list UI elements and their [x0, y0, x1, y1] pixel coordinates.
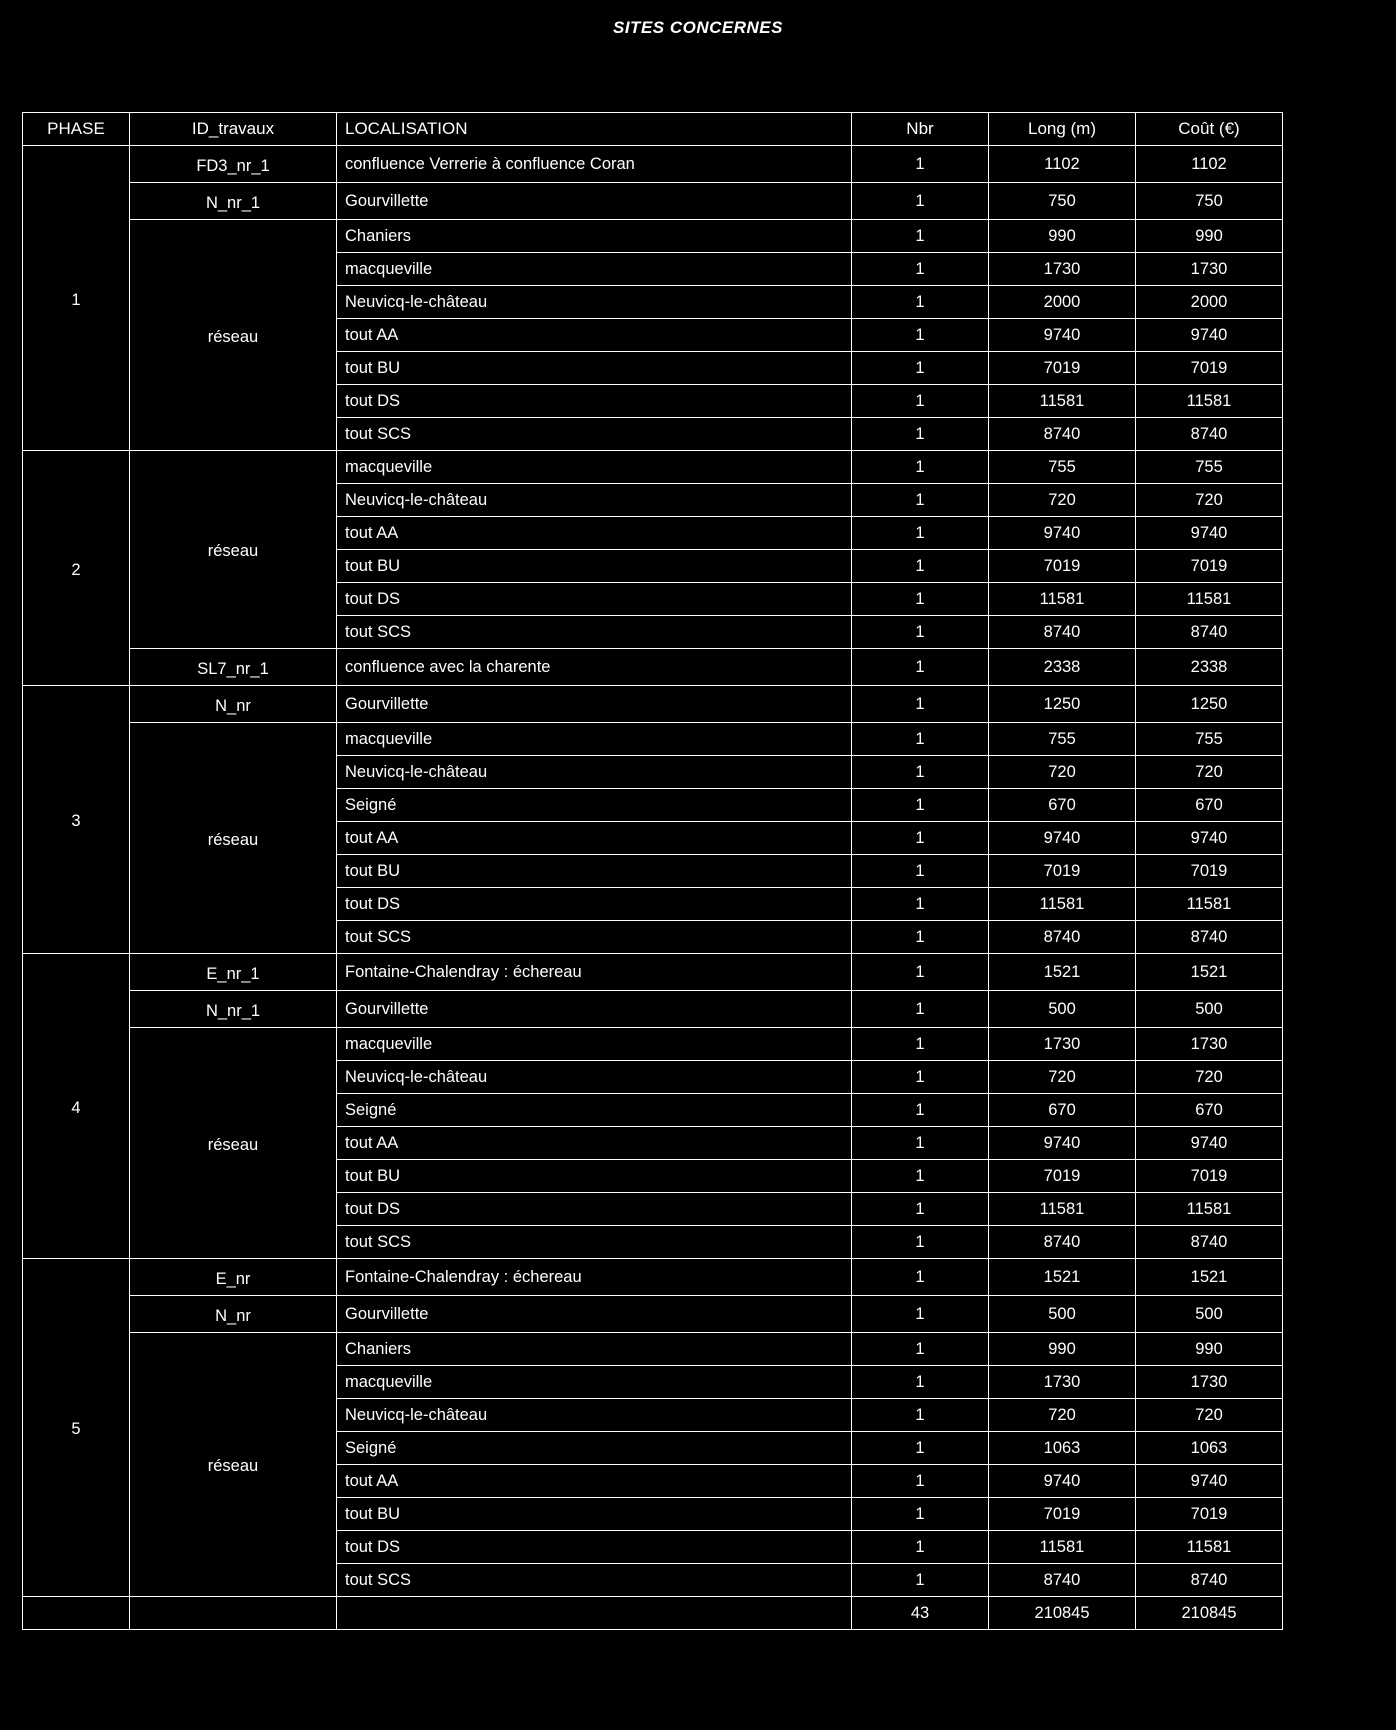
cell-localisation: Neuvicq-le-château: [337, 484, 852, 517]
cell-cout: 7019: [1136, 1160, 1283, 1193]
page-title: SITES CONCERNES: [613, 18, 783, 37]
cell-long: 9740: [989, 319, 1136, 352]
cell-localisation: Fontaine-Chalendray : échereau: [337, 954, 852, 991]
cell-nbr: 1: [852, 146, 989, 183]
cell-id-travaux: réseau: [130, 451, 337, 649]
cell-cout: 1521: [1136, 954, 1283, 991]
cell-nbr: 1: [852, 686, 989, 723]
sites-table: [22, 112, 1283, 1630]
table-row: [23, 1333, 1283, 1366]
cell-cout: 2000: [1136, 286, 1283, 319]
table-row: [23, 991, 1283, 1028]
cell-cout: 755: [1136, 451, 1283, 484]
cell-localisation: tout SCS: [337, 418, 852, 451]
cell-cout: 1102: [1136, 146, 1283, 183]
cell-long: 7019: [989, 1160, 1136, 1193]
cell-localisation: confluence avec la charente: [337, 649, 852, 686]
cell-nbr: 1: [852, 616, 989, 649]
cell-id-travaux: réseau: [130, 220, 337, 451]
cell-nbr: 1: [852, 319, 989, 352]
cell-long: 720: [989, 1061, 1136, 1094]
cell-phase: 3: [23, 686, 130, 954]
cell-localisation: Chaniers: [337, 220, 852, 253]
cell-nbr: 1: [852, 253, 989, 286]
table-header-row: [23, 113, 1283, 146]
cell-nbr: 1: [852, 1259, 989, 1296]
cell-nbr: 1: [852, 1193, 989, 1226]
cell-localisation: tout BU: [337, 1160, 852, 1193]
cell-long: 11581: [989, 1531, 1136, 1564]
cell-nbr: 1: [852, 1127, 989, 1160]
cell-long: 1730: [989, 1366, 1136, 1399]
cell-id-travaux: N_nr: [130, 686, 337, 723]
cell-localisation: Gourvillette: [337, 991, 852, 1028]
cell-long: 500: [989, 991, 1136, 1028]
cell-localisation: Neuvicq-le-château: [337, 1061, 852, 1094]
cell-nbr: 1: [852, 991, 989, 1028]
cell-id-travaux: réseau: [130, 723, 337, 954]
cell-id-travaux: réseau: [130, 1333, 337, 1597]
cell-localisation: tout SCS: [337, 1564, 852, 1597]
cell-id-travaux: E_nr: [130, 1259, 337, 1296]
cell-long: 9740: [989, 1465, 1136, 1498]
cell-nbr: 1: [852, 583, 989, 616]
cell-cout: 1521: [1136, 1259, 1283, 1296]
cell-nbr: 1: [852, 183, 989, 220]
cell-long: 9740: [989, 517, 1136, 550]
column-header-long: Long (m): [989, 113, 1136, 146]
cell-nbr: 1: [852, 1028, 989, 1061]
cell-long: 720: [989, 756, 1136, 789]
cell-cout: 8740: [1136, 1564, 1283, 1597]
cell-nbr: 1: [852, 1061, 989, 1094]
cell-nbr: 1: [852, 1498, 989, 1531]
cell-cout: 720: [1136, 756, 1283, 789]
cell-localisation: macqueville: [337, 723, 852, 756]
cell-nbr: 1: [852, 789, 989, 822]
cell-cout: 670: [1136, 1094, 1283, 1127]
cell-long: 2338: [989, 649, 1136, 686]
cell-localisation: Neuvicq-le-château: [337, 286, 852, 319]
column-header-nbr: Nbr: [852, 113, 989, 146]
cell-cout: 9740: [1136, 822, 1283, 855]
cell-localisation: Neuvicq-le-château: [337, 1399, 852, 1432]
cell-localisation: macqueville: [337, 1028, 852, 1061]
cell-long: 2000: [989, 286, 1136, 319]
cell-nbr: 1: [852, 484, 989, 517]
cell-long: 720: [989, 484, 1136, 517]
cell-localisation: tout AA: [337, 1465, 852, 1498]
cell-cout: 11581: [1136, 583, 1283, 616]
cell-cout: 720: [1136, 1061, 1283, 1094]
cell-id-travaux: SL7_nr_1: [130, 649, 337, 686]
cell-cout: 720: [1136, 484, 1283, 517]
cell-nbr: 1: [852, 649, 989, 686]
cell-nbr: 1: [852, 517, 989, 550]
cell-cout: 755: [1136, 723, 1283, 756]
cell-id-travaux: E_nr_1: [130, 954, 337, 991]
cell-nbr: 1: [852, 352, 989, 385]
cell-nbr: 1: [852, 1094, 989, 1127]
cell-cout: 500: [1136, 991, 1283, 1028]
cell-cout: 8740: [1136, 921, 1283, 954]
total-phase: [23, 1597, 130, 1630]
cell-cout: 670: [1136, 789, 1283, 822]
cell-nbr: 1: [852, 1399, 989, 1432]
cell-localisation: Chaniers: [337, 1333, 852, 1366]
column-header-localisation: LOCALISATION: [337, 113, 852, 146]
table-row: [23, 183, 1283, 220]
cell-cout: 9740: [1136, 517, 1283, 550]
cell-localisation: Gourvillette: [337, 1296, 852, 1333]
cell-nbr: 1: [852, 385, 989, 418]
cell-localisation: tout AA: [337, 319, 852, 352]
cell-localisation: Seigné: [337, 1432, 852, 1465]
cell-nbr: 1: [852, 1366, 989, 1399]
cell-localisation: Gourvillette: [337, 183, 852, 220]
cell-nbr: 1: [852, 1432, 989, 1465]
cell-cout: 720: [1136, 1399, 1283, 1432]
cell-localisation: tout AA: [337, 822, 852, 855]
total-row: [23, 1597, 1283, 1630]
total-cout: 210845: [1136, 1597, 1283, 1630]
cell-nbr: 1: [852, 418, 989, 451]
cell-long: 990: [989, 220, 1136, 253]
cell-localisation: tout SCS: [337, 616, 852, 649]
cell-cout: 1250: [1136, 686, 1283, 723]
cell-phase: 4: [23, 954, 130, 1259]
table-row: [23, 1259, 1283, 1296]
cell-nbr: 1: [852, 954, 989, 991]
cell-phase: 2: [23, 451, 130, 686]
cell-localisation: tout DS: [337, 888, 852, 921]
cell-id-travaux: réseau: [130, 1028, 337, 1259]
column-header-id-travaux: ID_travaux: [130, 113, 337, 146]
cell-localisation: tout AA: [337, 1127, 852, 1160]
cell-long: 8740: [989, 616, 1136, 649]
cell-long: 755: [989, 451, 1136, 484]
cell-cout: 11581: [1136, 1531, 1283, 1564]
cell-localisation: Gourvillette: [337, 686, 852, 723]
cell-localisation: tout DS: [337, 1193, 852, 1226]
cell-long: 7019: [989, 1498, 1136, 1531]
cell-id-travaux: N_nr_1: [130, 183, 337, 220]
cell-cout: 1730: [1136, 1366, 1283, 1399]
cell-cout: 9740: [1136, 1465, 1283, 1498]
cell-cout: 7019: [1136, 855, 1283, 888]
cell-long: 8740: [989, 1226, 1136, 1259]
table-row: [23, 649, 1283, 686]
cell-cout: 8740: [1136, 616, 1283, 649]
cell-nbr: 1: [852, 756, 989, 789]
cell-long: 670: [989, 1094, 1136, 1127]
cell-long: 11581: [989, 888, 1136, 921]
table-header: [23, 113, 1283, 146]
cell-cout: 11581: [1136, 888, 1283, 921]
cell-nbr: 1: [852, 855, 989, 888]
cell-cout: 8740: [1136, 418, 1283, 451]
cell-nbr: 1: [852, 1160, 989, 1193]
table-footer: [23, 1597, 1283, 1630]
cell-cout: 8740: [1136, 1226, 1283, 1259]
total-long: 210845: [989, 1597, 1136, 1630]
cell-cout: 7019: [1136, 1498, 1283, 1531]
total-localisation: [337, 1597, 852, 1630]
cell-cout: 9740: [1136, 319, 1283, 352]
cell-cout: 500: [1136, 1296, 1283, 1333]
cell-cout: 7019: [1136, 352, 1283, 385]
cell-nbr: 1: [852, 550, 989, 583]
cell-localisation: macqueville: [337, 451, 852, 484]
table-row: [23, 954, 1283, 991]
cell-cout: 990: [1136, 220, 1283, 253]
cell-long: 11581: [989, 583, 1136, 616]
cell-localisation: macqueville: [337, 1366, 852, 1399]
cell-cout: 9740: [1136, 1127, 1283, 1160]
cell-localisation: tout SCS: [337, 1226, 852, 1259]
cell-cout: 11581: [1136, 1193, 1283, 1226]
cell-phase: 5: [23, 1259, 130, 1597]
cell-localisation: tout DS: [337, 385, 852, 418]
cell-long: 750: [989, 183, 1136, 220]
cell-long: 8740: [989, 1564, 1136, 1597]
cell-long: 7019: [989, 550, 1136, 583]
cell-long: 1102: [989, 146, 1136, 183]
cell-long: 1730: [989, 1028, 1136, 1061]
table-row: [23, 1296, 1283, 1333]
cell-localisation: tout SCS: [337, 921, 852, 954]
cell-long: 11581: [989, 385, 1136, 418]
table-row: [23, 686, 1283, 723]
cell-localisation: tout DS: [337, 583, 852, 616]
cell-long: 7019: [989, 855, 1136, 888]
cell-long: 1521: [989, 954, 1136, 991]
cell-localisation: macqueville: [337, 253, 852, 286]
table-row: [23, 146, 1283, 183]
cell-cout: 2338: [1136, 649, 1283, 686]
cell-long: 7019: [989, 352, 1136, 385]
cell-long: 670: [989, 789, 1136, 822]
cell-long: 1730: [989, 253, 1136, 286]
cell-nbr: 1: [852, 1465, 989, 1498]
cell-long: 720: [989, 1399, 1136, 1432]
cell-localisation: confluence Verrerie à confluence Coran: [337, 146, 852, 183]
cell-nbr: 1: [852, 921, 989, 954]
cell-nbr: 1: [852, 1226, 989, 1259]
cell-long: 9740: [989, 1127, 1136, 1160]
cell-long: 500: [989, 1296, 1136, 1333]
cell-localisation: Neuvicq-le-château: [337, 756, 852, 789]
cell-localisation: tout BU: [337, 1498, 852, 1531]
total-id-travaux: [130, 1597, 337, 1630]
cell-nbr: 1: [852, 1296, 989, 1333]
cell-nbr: 1: [852, 1564, 989, 1597]
cell-localisation: tout BU: [337, 855, 852, 888]
cell-nbr: 1: [852, 451, 989, 484]
cell-nbr: 1: [852, 888, 989, 921]
column-header-cout: Coût (€): [1136, 113, 1283, 146]
cell-cout: 990: [1136, 1333, 1283, 1366]
cell-cout: 1730: [1136, 253, 1283, 286]
cell-cout: 1063: [1136, 1432, 1283, 1465]
table-row: [23, 451, 1283, 484]
cell-localisation: tout AA: [337, 517, 852, 550]
cell-long: 990: [989, 1333, 1136, 1366]
cell-nbr: 1: [852, 1333, 989, 1366]
cell-phase: 1: [23, 146, 130, 451]
cell-localisation: Seigné: [337, 789, 852, 822]
cell-long: 1521: [989, 1259, 1136, 1296]
cell-long: 11581: [989, 1193, 1136, 1226]
cell-nbr: 1: [852, 1531, 989, 1564]
column-header-phase: PHASE: [23, 113, 130, 146]
cell-localisation: tout DS: [337, 1531, 852, 1564]
cell-cout: 11581: [1136, 385, 1283, 418]
total-nbr: 43: [852, 1597, 989, 1630]
table-row: [23, 723, 1283, 756]
cell-id-travaux: FD3_nr_1: [130, 146, 337, 183]
cell-localisation: Fontaine-Chalendray : échereau: [337, 1259, 852, 1296]
cell-localisation: tout BU: [337, 352, 852, 385]
cell-long: 1063: [989, 1432, 1136, 1465]
cell-long: 1250: [989, 686, 1136, 723]
cell-id-travaux: N_nr_1: [130, 991, 337, 1028]
cell-long: 755: [989, 723, 1136, 756]
cell-cout: 1730: [1136, 1028, 1283, 1061]
cell-nbr: 1: [852, 220, 989, 253]
sites-table-container: [22, 112, 1268, 1630]
cell-localisation: tout BU: [337, 550, 852, 583]
cell-nbr: 1: [852, 822, 989, 855]
cell-localisation: Seigné: [337, 1094, 852, 1127]
table-body: [23, 146, 1283, 1597]
cell-nbr: 1: [852, 723, 989, 756]
table-row: [23, 1028, 1283, 1061]
cell-long: 8740: [989, 921, 1136, 954]
cell-cout: 750: [1136, 183, 1283, 220]
cell-id-travaux: N_nr: [130, 1296, 337, 1333]
cell-long: 9740: [989, 822, 1136, 855]
table-row: [23, 220, 1283, 253]
cell-nbr: 1: [852, 286, 989, 319]
cell-long: 8740: [989, 418, 1136, 451]
cell-cout: 7019: [1136, 550, 1283, 583]
